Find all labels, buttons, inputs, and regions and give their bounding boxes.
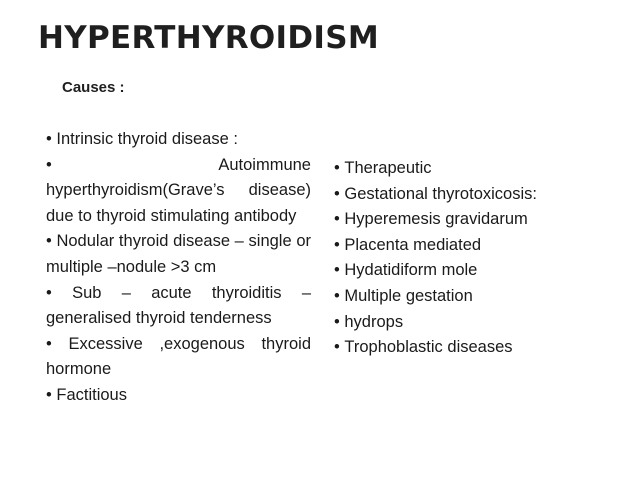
list-item-text: Nodular thyroid disease – single or multiple –nodule >3 cm (46, 232, 311, 276)
list-item (334, 258, 634, 284)
list-item-text: Sub – acute thyroiditis – generalised thyroid tenderness (46, 283, 311, 328)
list-item (334, 335, 634, 361)
list-item (46, 229, 311, 280)
bullet-icon (46, 335, 68, 353)
list-item-text: Intrinsic thyroid disease : (56, 130, 238, 148)
list-item-text: Hyperemesis gravidarum (344, 210, 528, 229)
bullet-icon (46, 232, 56, 250)
list-item (334, 284, 634, 310)
left-causes-list (46, 127, 311, 409)
list-item (46, 332, 311, 383)
list-item (334, 207, 634, 233)
list-item-text: Placenta mediated (344, 235, 482, 254)
bullet-icon (334, 159, 344, 177)
list-item (46, 281, 311, 332)
list-item-text: Hydatidiform mole (344, 261, 478, 280)
list-item-text: Autoimmune hyperthyroidism(Grave’s disease) due to thyroid stimulating antibody (46, 155, 311, 225)
bullet-icon (46, 284, 72, 302)
list-item (334, 156, 634, 182)
bullet-icon (334, 185, 344, 203)
bullet-icon (334, 236, 344, 254)
bullet-icon (46, 386, 56, 404)
list-item (46, 127, 311, 153)
bullet-icon (334, 210, 344, 228)
causes-heading: Causes : (62, 79, 125, 96)
list-item (46, 383, 311, 409)
list-item-text: Multiple gestation (344, 286, 473, 305)
list-item-text: Trophoblastic diseases (344, 338, 513, 357)
list-item (334, 233, 634, 259)
list-item-text: Gestational thyrotoxicosis: (344, 184, 537, 203)
bullet-icon (334, 287, 344, 305)
list-item-text: Therapeutic (344, 159, 432, 177)
list-item (46, 153, 311, 230)
bullet-icon (334, 338, 344, 356)
right-causes-list (334, 156, 634, 361)
slide-title: HYPERTHYROIDISM (38, 20, 380, 56)
list-item-text: Factitious (56, 385, 127, 404)
list-item-text: hydrops (344, 312, 404, 331)
bullet-icon (46, 156, 218, 174)
list-item (334, 310, 634, 336)
bullet-icon (334, 261, 344, 279)
list-item-text: Excessive ,exogenous thyroid hormone (46, 334, 311, 379)
bullet-icon (46, 130, 56, 148)
bullet-icon (334, 313, 344, 331)
list-item (334, 182, 634, 208)
